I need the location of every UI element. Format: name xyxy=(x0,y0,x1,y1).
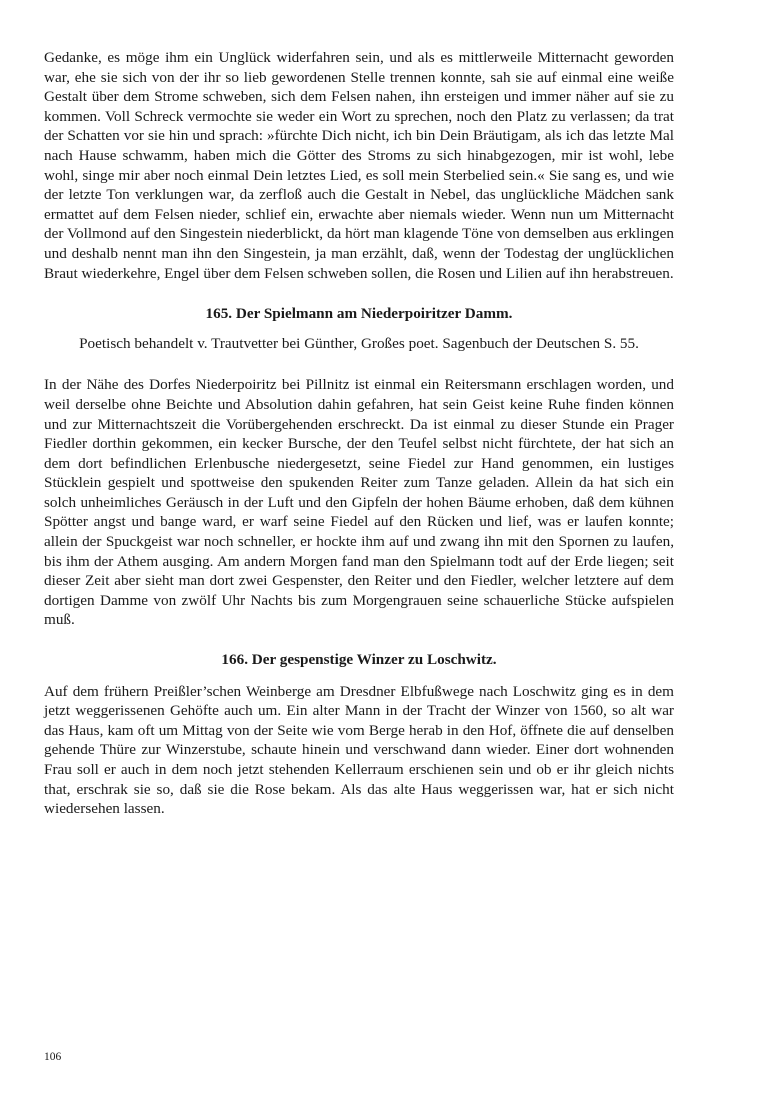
opening-paragraph: Gedanke, es möge ihm ein Unglück widerfahren sein, und als es mittlerweile Mitternacht geworden war, ehe sie sich von der ihr so lieb gewordenen Stelle trennen konnte, sah sie auf einmal eine weiße Gestalt über dem Strome schweben, sich dem Felsen nahen, ihn ersteigen und immer näher auf sie zu kommen. Voll Schreck vermochte sie weder ein Wort zu sprechen, noch den Platz zu verlassen; da trat der Schatten vor sie hin und sprach: »fürchte Dich nicht, ich bin Dein Bräutigam, als ich das letzte Mal nach Hause schwamm, haben mich die Götter des Stroms zu sich hinabgezogen, mir ist wohl, lebe wohl, singe mir aber noch einmal Dein letztes Lied, es soll mein Sterbelied sein.« Sie sang es, und wie der letzte Ton verklungen war, da zerfloß auch die Gestalt in Nebel, das unglückliche Mädchen sank ermattet auf dem Felsen nieder, schlief ein, erwachte aber niemals wieder. Wenn nun um Mitternacht der Vollmond auf den Singestein niederblickt, da hört man klagende Töne von demselben aus erklingen und deshalb nennt man ihn den Singestein, ja man erzählt, daß, wenn der Todestag der unglücklichen Braut wiederkehre, Engel über dem Felsen schweben sollen, die Rosen und Lilien auf ihn herabstreuen. xyxy=(44,49,674,282)
section-165-source: Poetisch behandelt v. Trautvetter bei Günther, Großes poet. Sagenbuch der Deutschen S. 55. xyxy=(79,334,639,352)
section-166-body: Auf dem frühern Preißler’schen Weinberge am Dresdner Elbfußwege nach Loschwitz ging es in dem jetzt weggerissenen Gehöfte auch um. Ein alter Mann in der Tracht der Winzer von 1560, so alt war das Haus, kam oft um Mittag von der Seite wie vom Berge herab in den Hof, öffnete die auf denselben gehende Thüre zur Winzerstube, schaute hinein und verschwand dann wieder. Einer dort wohnenden Frau soll er auch in dem noch jetzt stehenden Kellerraum erschienen sein und ob er ihr gleich nichts that, erschrak sie so, daß sie die Rose bekam. Als das alte Haus weggerissen war, hat er sich nicht wiedersehen lassen. xyxy=(44,682,674,818)
page-number: 106 xyxy=(44,1051,62,1063)
section-166-heading: 166. Der gespenstige Winzer zu Loschwitz. xyxy=(221,651,497,669)
page-body xyxy=(44,48,674,819)
section-165-body: In der Nähe des Dorfes Niederpoiritz bei Pillnitz ist einmal ein Reitersmann erschlagen worden, und weil derselbe ohne Beichte und Absolution dahin gefahren, hat sein Geist keine Ruhe finden können und zur Mitternachtszeit die Vorübergehenden erschreckt. Da ist einmal zu dieser Stunde ein Prager Fiedler dorthin gekommen, ein kecker Bursche, der den Teufel selbst nicht fürchtete, der hat sich an dem dort befindlichen Erlenbusche niedergesetzt, seine Fiedel zur Hand genommen, ein lustiges Stücklein gespielt und spottweise den spukenden Reiter zum Tanze geladen. Allein da hat sich ein solch unheimliches Geräusch in der Luft und den Gipfeln der hohen Bäume erhoben, daß dem kühnen Spötter angst und bange ward, er warf seine Fiedel auf den Rücken und lief, was er laufen konnte; allein der Spuckgeist war noch schneller, er hockte ihm auf und zwang ihn mit den Spornen zu laufen, bis ihm der Athem ausging. Am andern Morgen fand man den Spielmann todt auf der Erde liegen; seit dieser Zeit aber sieht man dort zwei Gespenster, den Reiter und den Fiedler, welcher letztere auf dem dortigen Damme von zwölf Uhr Nachts bis zum Morgengrauen seine schauerliche Stücke aufspielen muß. xyxy=(44,376,674,629)
section-165-heading: 165. Der Spielmann am Niederpoiritzer Damm. xyxy=(205,305,513,323)
